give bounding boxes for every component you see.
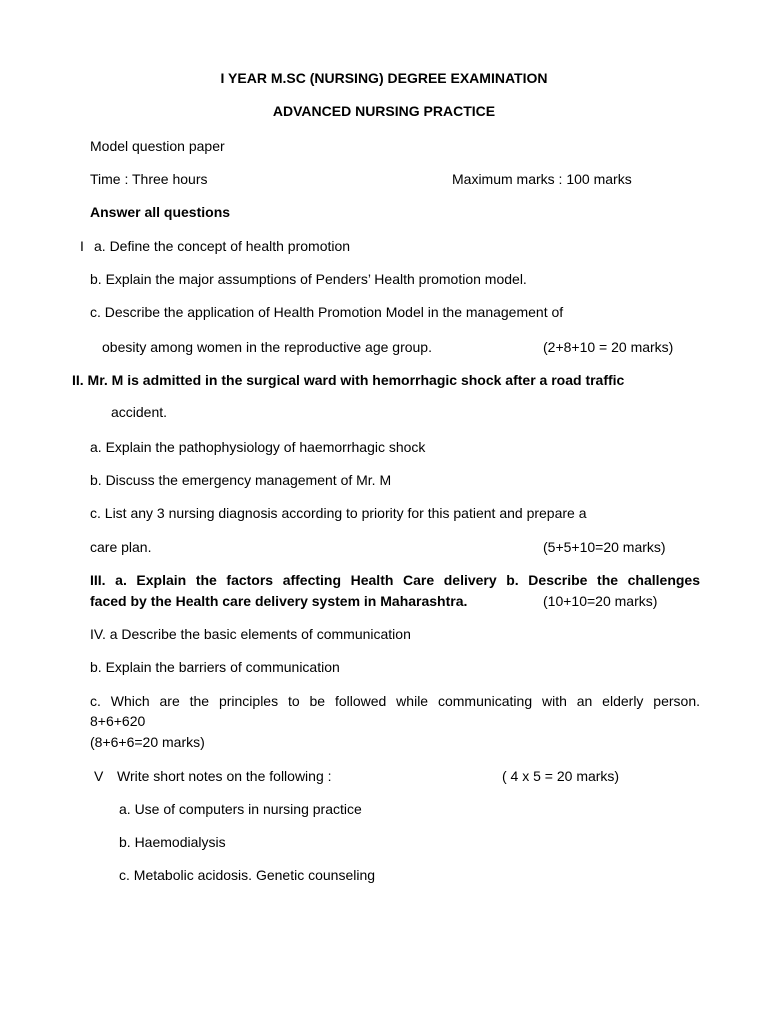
subject-title: ADVANCED NURSING PRACTICE <box>272 103 496 119</box>
q2-stem: II. Mr. M is admitted in the surgical ward with hemorrhagic shock after a road traffic <box>72 372 625 388</box>
maximum-marks: Maximum marks : 100 marks <box>452 171 632 187</box>
q4-part-a: IV. a Describe the basic elements of communication <box>90 626 411 642</box>
q5-marks: ( 4 x 5 = 20 marks) <box>502 768 620 784</box>
q2-part-c-continued: care plan. <box>90 539 152 555</box>
q2-stem-continued: accident. <box>111 404 168 420</box>
q5-part-c: c. Metabolic acidosis. Genetic counseling <box>119 867 376 883</box>
q1-part-a: a. Define the concept of health promotion <box>94 238 351 254</box>
q4-part-c: c. Which are the principles to be followed while communicating with an elderly person. <box>90 693 700 709</box>
q5-part-a: a. Use of computers in nursing practice <box>119 801 362 817</box>
q1-part-c: c. Describe the application of Health Promotion Model in the management of <box>90 304 564 320</box>
q2-part-a: a. Explain the pathophysiology of haemorrhagic shock <box>90 439 426 455</box>
q5-stem: Write short notes on the following : <box>117 768 332 784</box>
q3-line-2: faced by the Health care delivery system in Maharashtra. <box>90 593 468 609</box>
q5-numeral: V <box>94 768 104 784</box>
q3-line-1: III. a. Explain the factors affecting Health Care delivery b. Describe the challenges <box>90 572 700 588</box>
instruction: Answer all questions <box>90 204 231 220</box>
q2-part-c: c. List any 3 nursing diagnosis according to priority for this patient and prepare a <box>90 505 587 521</box>
q4-stray-marks: 8+6+620 <box>90 713 146 729</box>
q3-block <box>90 570 700 590</box>
q1-part-c-continued: obesity among women in the reproductive age group. <box>102 339 432 355</box>
q4-marks: (8+6+6=20 marks) <box>90 734 205 750</box>
q3-marks: (10+10=20 marks) <box>543 593 658 609</box>
q5-part-b: b. Haemodialysis <box>119 834 226 850</box>
q2-part-b: b. Discuss the emergency management of Mr. M <box>90 472 392 488</box>
q1-part-b: b. Explain the major assumptions of Penders’ Health promotion model. <box>90 271 527 287</box>
q1-marks: (2+8+10 = 20 marks) <box>543 339 674 355</box>
q2-marks: (5+5+10=20 marks) <box>543 539 666 555</box>
q4-part-c-block <box>90 691 700 711</box>
q1-numeral: I <box>80 238 84 254</box>
q4-part-b: b. Explain the barriers of communication <box>90 659 340 675</box>
paper-type: Model question paper <box>90 138 225 154</box>
time-allowed: Time : Three hours <box>90 171 208 187</box>
exam-title: I YEAR M.SC (NURSING) DEGREE EXAMINATION <box>220 70 548 86</box>
